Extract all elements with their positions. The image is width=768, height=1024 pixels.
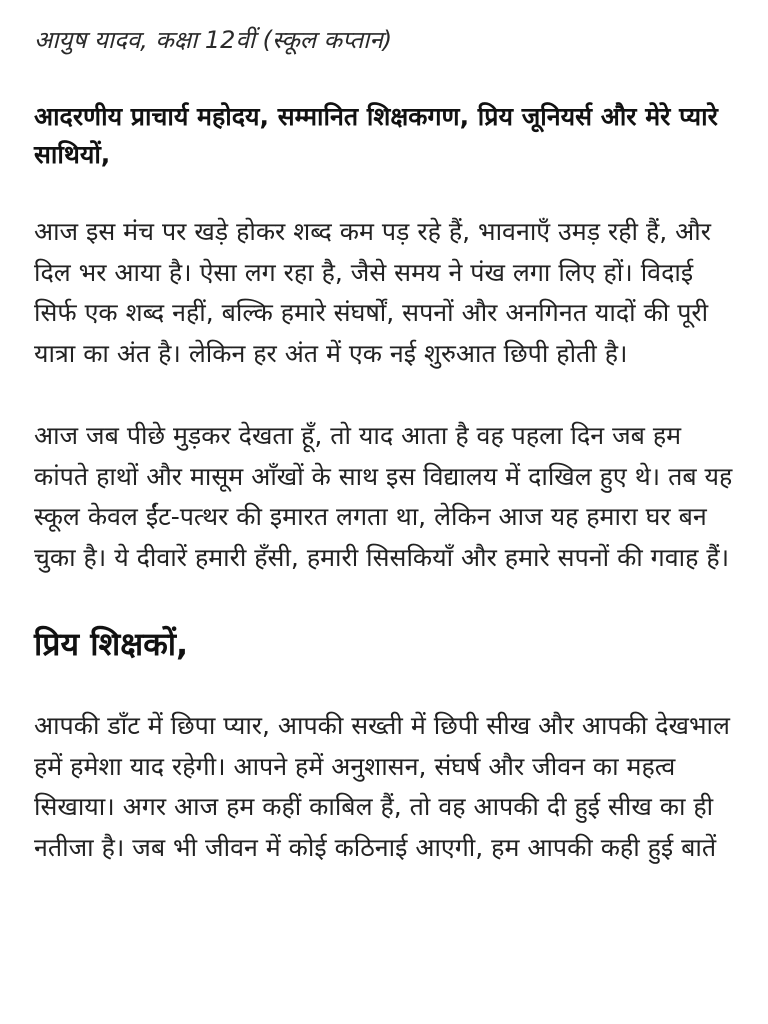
salutation: आदरणीय प्राचार्य महोदय, सम्मानित शिक्षकगण, प्रिय जूनियर्स और मेरे प्यारे साथियों, [34,102,718,169]
teachers-heading: प्रिय शिक्षकों, [34,625,189,663]
paragraph-opening: आज इस मंच पर खड़े होकर शब्द कम पड़ रहे हैं, भावनाएँ उमड़ रही हैं, और दिल भर आया है। ऐसा लग रहा है, जैसे समय ने पंख लगा लिए हों। विदाई सिर्फ एक शब्द नहीं, बल्कि हमारे संघर्षों, सपनों और अनगिनत यादों की पूरी यात्रा का अंत है। लेकिन हर अंत में एक नई शुरुआत छिपी होती है। [34,217,711,368]
author-byline: आयुष यादव, कक्षा 12वीं (स्कूल कप्तान) [34,26,393,54]
paragraph-memories: आज जब पीछे मुड़कर देखता हूँ, तो याद आता है वह पहला दिन जब हम कांपते हाथों और मासूम आँखों के साथ इस विद्यालय में दाखिल हुए थे। तब यह स्कूल केवल ईंट-पत्थर की इमारत लगता था, लेकिन आज यह हमारा घर बन चुका है। ये दीवारें हमारी हँसी, हमारी सिसकियाँ और हमारे सपनों की गवाह हैं। [34,421,733,572]
paragraph-teachers: आपकी डाँट में छिपा प्यार, आपकी सख्ती में छिपी सीख और आपकी देखभाल हमें हमेशा याद रहेगी। आपने हमें अनुशासन, संघर्ष और जीवन का महत्व सिखाया। अगर आज हम कहीं काबिल हैं, तो वह आपकी दी हुई सीख का ही नतीजा है। जब भी जीवन में कोई कठिनाई आएगी, हम आपकी कही हुई बातें [34,711,730,862]
